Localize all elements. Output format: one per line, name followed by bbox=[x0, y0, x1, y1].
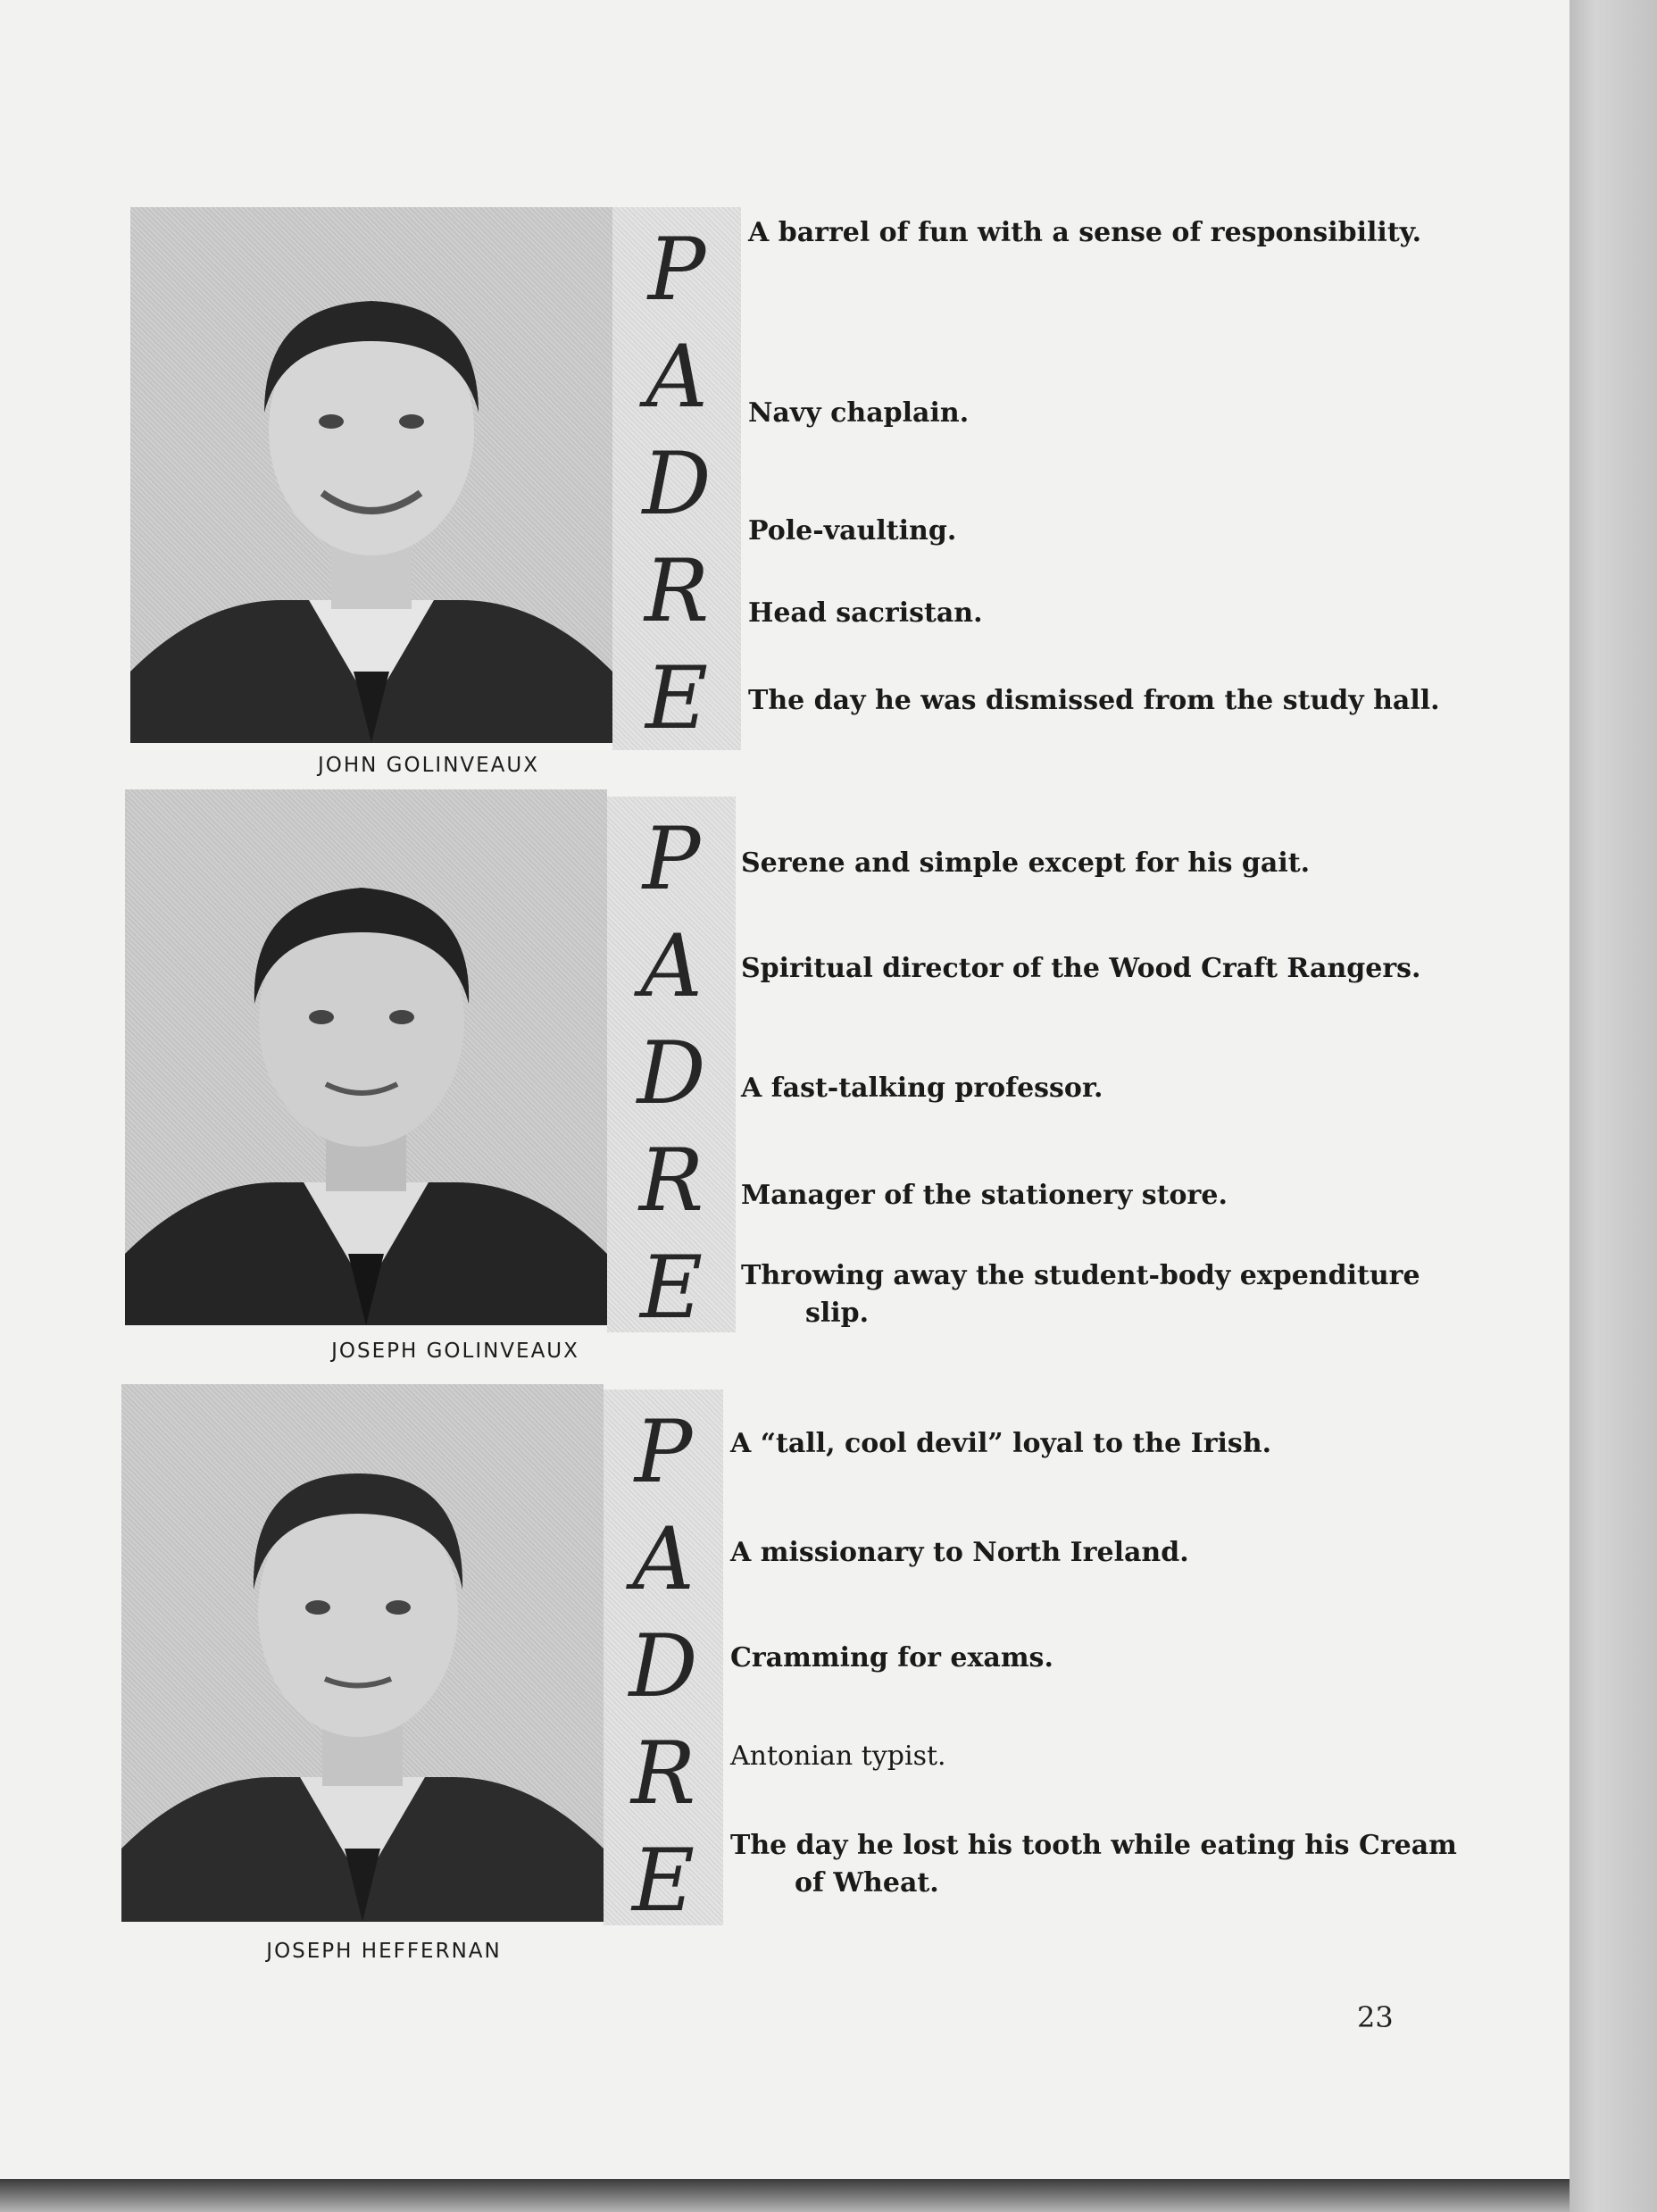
letter-a: A bbox=[632, 1509, 695, 1609]
padre-letter-strip bbox=[607, 797, 736, 1338]
letter-d: D bbox=[637, 1023, 706, 1123]
letter-d: D bbox=[629, 1616, 698, 1716]
letter-r: R bbox=[638, 1131, 704, 1231]
trait-line: Serene and simple except for his gait. bbox=[741, 847, 1311, 879]
page-number: 23 bbox=[1357, 2000, 1394, 2034]
letter-e: E bbox=[631, 1831, 695, 1931]
ambition-line: A missionary to North Ireland. bbox=[730, 1537, 1189, 1568]
diversion-line: A fast-talking professor. bbox=[741, 1073, 1103, 1104]
letter-e: E bbox=[645, 648, 709, 748]
ambition-line: Spiritual director of the Wood Craft Rangers. bbox=[741, 953, 1421, 984]
memory-line: The day he was dismissed from the study hall. bbox=[748, 685, 1440, 716]
letter-e: E bbox=[639, 1238, 704, 1338]
occupation-line: Head sacristan. bbox=[748, 597, 983, 629]
letter-p: P bbox=[647, 220, 706, 320]
occupation-line: Manager of the stationery store. bbox=[741, 1180, 1228, 1211]
portrait-illustration bbox=[121, 1384, 604, 1922]
student-name: JOHN GOLINVEAUX bbox=[317, 754, 540, 777]
portrait-photo bbox=[130, 207, 612, 743]
portrait-illustration bbox=[125, 789, 607, 1325]
letter-r: R bbox=[630, 1724, 696, 1824]
portrait-illustration bbox=[130, 207, 612, 743]
padre-letter-strip bbox=[604, 1390, 723, 1931]
letter-p: P bbox=[642, 809, 701, 909]
page-edge-right bbox=[1570, 0, 1657, 2212]
memory-line: Throwing away the student-body expenditure slip. bbox=[741, 1260, 1420, 1329]
trait-line: A barrel of fun with a sense of responsibility. bbox=[748, 217, 1422, 248]
letter-r: R bbox=[644, 541, 710, 641]
padre-letter-strip bbox=[612, 207, 741, 750]
student-name: JOSEPH HEFFERNAN bbox=[266, 1940, 502, 1963]
diversion-line: Pole-vaulting. bbox=[748, 515, 957, 547]
trait-line: A “tall, cool devil” loyal to the Irish. bbox=[730, 1428, 1272, 1459]
letter-a: A bbox=[640, 916, 703, 1016]
portrait-photo bbox=[121, 1384, 604, 1922]
ambition-line: Navy chaplain. bbox=[748, 397, 970, 429]
occupation-line: Antonian typist. bbox=[730, 1740, 946, 1772]
letter-a: A bbox=[645, 327, 708, 427]
portrait-photo bbox=[125, 789, 607, 1325]
student-name: JOSEPH GOLINVEAUX bbox=[331, 1340, 579, 1363]
page-edge-bottom bbox=[0, 2179, 1570, 2212]
diversion-line: Cramming for exams. bbox=[730, 1642, 1053, 1674]
letter-p: P bbox=[634, 1402, 693, 1502]
memory-line: The day he lost his tooth while eating his Cream of Wheat. bbox=[730, 1830, 1457, 1899]
letter-d: D bbox=[642, 434, 712, 534]
